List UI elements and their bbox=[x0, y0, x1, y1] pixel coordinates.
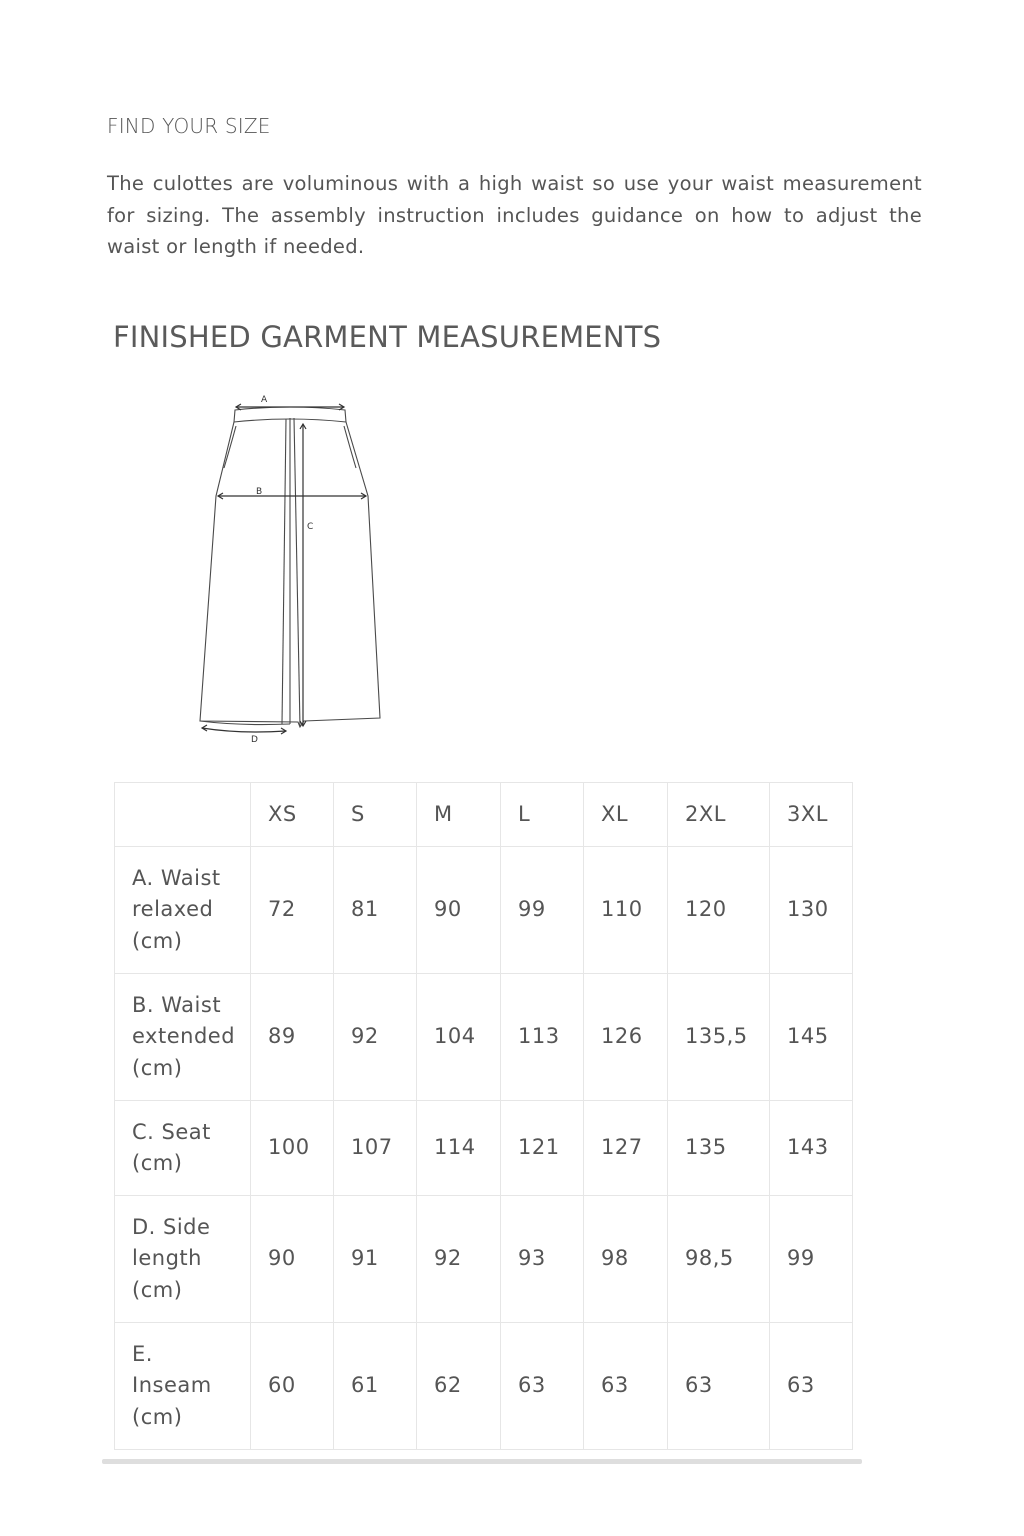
section-label: FIND YOUR SIZE bbox=[107, 114, 271, 138]
table-cell: 90 bbox=[417, 847, 501, 974]
table-cell: 72 bbox=[251, 847, 334, 974]
culottes-illustration bbox=[190, 388, 390, 748]
row-label-line: (cm) bbox=[132, 928, 183, 953]
table-cell: 143 bbox=[770, 1101, 853, 1196]
row-label-line: A. Waist bbox=[132, 865, 221, 890]
horizontal-scrollbar[interactable] bbox=[102, 1459, 862, 1464]
intro-paragraph: The culottes are voluminous with a high waist so use your waist measurement for sizing. The assembly instruction includes guidance on how to adjust the waist or length if needed. bbox=[107, 172, 922, 258]
table-cell: 92 bbox=[334, 974, 417, 1101]
table-cell: 114 bbox=[417, 1101, 501, 1196]
table-cell: 130 bbox=[770, 847, 853, 974]
table-cell: 126 bbox=[584, 974, 668, 1101]
row-label bbox=[115, 847, 251, 974]
table-cell: 127 bbox=[584, 1101, 668, 1196]
table-cell: 99 bbox=[770, 1196, 853, 1323]
row-label-line: (cm) bbox=[132, 1404, 183, 1429]
size-header: 3XL bbox=[770, 783, 853, 847]
table-cell: 113 bbox=[501, 974, 584, 1101]
size-header: 2XL bbox=[668, 783, 770, 847]
table-cell: 104 bbox=[417, 974, 501, 1101]
size-header: S bbox=[334, 783, 417, 847]
table-cell: 91 bbox=[334, 1196, 417, 1323]
table-cell: 92 bbox=[417, 1196, 501, 1323]
table-cell: 63 bbox=[584, 1323, 668, 1450]
table-cell: 98 bbox=[584, 1196, 668, 1323]
table-cell: 63 bbox=[668, 1323, 770, 1450]
row-label-line: B. Waist bbox=[132, 992, 222, 1017]
table-cell: 89 bbox=[251, 974, 334, 1101]
table-cell: 145 bbox=[770, 974, 853, 1101]
size-table-container bbox=[114, 782, 853, 1450]
row-label-line: (cm) bbox=[132, 1151, 183, 1175]
table-cell: 135 bbox=[668, 1101, 770, 1196]
table-row bbox=[115, 1101, 853, 1196]
row-label bbox=[115, 1323, 251, 1450]
table-corner-cell bbox=[115, 783, 251, 847]
size-header: M bbox=[417, 783, 501, 847]
table-cell: 107 bbox=[334, 1101, 417, 1196]
table-cell: 63 bbox=[770, 1323, 853, 1450]
size-header: XL bbox=[584, 783, 668, 847]
diagram-label-d: D bbox=[251, 735, 258, 745]
table-cell: 98,5 bbox=[668, 1196, 770, 1323]
table-row bbox=[115, 974, 853, 1101]
diagram-label-c: C bbox=[307, 522, 314, 532]
table-cell: 100 bbox=[251, 1101, 334, 1196]
row-label-line: length bbox=[132, 1246, 202, 1271]
table-cell: 63 bbox=[501, 1323, 584, 1450]
row-label-line: C. Seat bbox=[132, 1119, 211, 1144]
row-label-line: (cm) bbox=[132, 1277, 183, 1302]
size-header: L bbox=[501, 783, 584, 847]
table-row bbox=[115, 1323, 853, 1450]
table-cell: 120 bbox=[668, 847, 770, 974]
size-table bbox=[114, 782, 853, 1450]
table-cell: 61 bbox=[334, 1323, 417, 1450]
table-cell: 90 bbox=[251, 1196, 334, 1323]
table-cell: 93 bbox=[501, 1196, 584, 1323]
row-label bbox=[115, 1101, 251, 1196]
page-title: FINISHED GARMENT MEASUREMENTS bbox=[113, 320, 662, 354]
diagram-label-a: A bbox=[261, 395, 268, 405]
table-row bbox=[115, 1196, 853, 1323]
table-cell: 60 bbox=[251, 1323, 334, 1450]
culottes-diagram bbox=[190, 388, 390, 748]
table-cell: 135,5 bbox=[668, 974, 770, 1101]
row-label-line: D. Side bbox=[132, 1214, 211, 1239]
table-header-row bbox=[115, 783, 853, 847]
table-cell: 62 bbox=[417, 1323, 501, 1450]
row-label-line: extended bbox=[132, 1024, 236, 1049]
row-label-line: E. bbox=[132, 1341, 153, 1366]
row-label-line: relaxed bbox=[132, 897, 214, 922]
size-header: XS bbox=[251, 783, 334, 847]
table-cell: 81 bbox=[334, 847, 417, 974]
row-label-line: (cm) bbox=[132, 1055, 183, 1080]
table-cell: 110 bbox=[584, 847, 668, 974]
row-label bbox=[115, 974, 251, 1101]
table-cell: 99 bbox=[501, 847, 584, 974]
table-row bbox=[115, 847, 853, 974]
table-cell: 121 bbox=[501, 1101, 584, 1196]
row-label bbox=[115, 1196, 251, 1323]
diagram-label-b: B bbox=[256, 487, 263, 497]
row-label-line: Inseam bbox=[132, 1373, 212, 1398]
